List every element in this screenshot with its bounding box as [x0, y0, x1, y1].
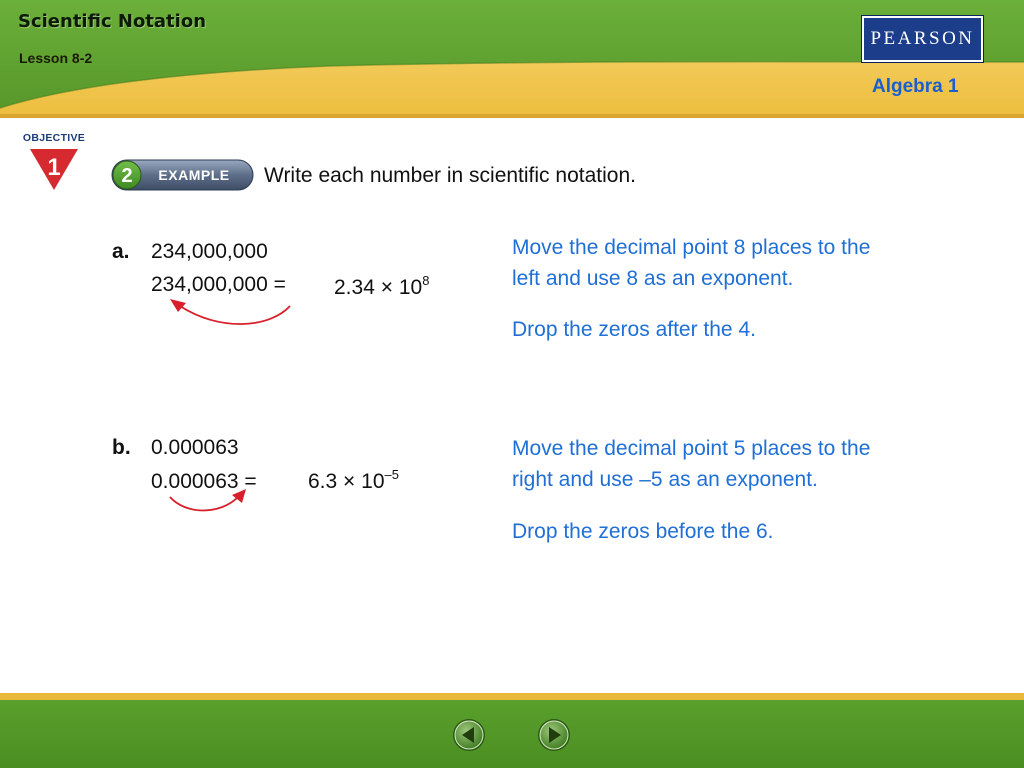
part-b-note-line1: Move the decimal point 5 places to the — [512, 437, 871, 460]
page-title: Scientific Notation — [18, 11, 207, 32]
next-slide-button[interactable] — [537, 718, 571, 752]
part-b-exponent: –5 — [384, 467, 399, 482]
part-a-number: 234,000,000 — [151, 240, 268, 263]
pearson-logo — [862, 16, 983, 62]
footer-bar — [0, 693, 1024, 768]
objective-number: 1 — [47, 154, 61, 181]
header-banner — [0, 0, 1024, 118]
objective-badge — [16, 132, 92, 198]
part-a-letter: a. — [112, 240, 130, 263]
objective-label: OBJECTIVE — [22, 132, 86, 144]
footer-background — [0, 700, 1024, 768]
example-label: EXAMPLE — [158, 167, 230, 183]
part-b-base: 10 — [361, 470, 385, 493]
part-b-move-right-arrow-icon — [162, 485, 252, 519]
part-b-times: × — [343, 470, 356, 493]
part-b-equation-lhs: 0.000063 = — [151, 470, 257, 493]
part-a-equation-lhs: 234,000,000 = — [151, 273, 286, 296]
part-b-note-line2: right and use –5 as an exponent. — [512, 468, 818, 491]
objective-triangle-icon — [16, 132, 92, 198]
previous-slide-button[interactable] — [452, 718, 486, 752]
part-a-note-line2: left and use 8 as an exponent. — [512, 267, 794, 290]
footer-stripe — [0, 693, 1024, 700]
part-b-number: 0.000063 — [151, 436, 239, 459]
example-number: 2 — [121, 165, 133, 187]
part-a-result — [334, 273, 430, 300]
part-a-base: 10 — [398, 276, 423, 299]
part-b-coefficient: 6.3 — [308, 470, 338, 493]
part-a-move-left-arrow-icon — [160, 294, 300, 334]
course-label: Algebra 1 — [872, 76, 959, 97]
prompt-text: Write each number in scientific notation. — [264, 164, 636, 187]
part-b-note-drop: Drop the zeros before the 6. — [512, 520, 774, 543]
brand-text: PEARSON — [870, 28, 975, 49]
part-b-result — [308, 467, 399, 494]
part-a-coefficient: 2.34 — [334, 276, 375, 299]
part-b-letter: b. — [112, 436, 131, 459]
lesson-label: Lesson 8-2 — [19, 50, 93, 66]
part-a-note-drop: Drop the zeros after the 4. — [512, 318, 756, 341]
part-a-times: × — [380, 276, 393, 299]
example-badge — [111, 159, 254, 191]
part-a-exponent: 8 — [422, 273, 430, 288]
part-a-note-line1: Move the decimal point 8 places to the — [512, 236, 871, 259]
